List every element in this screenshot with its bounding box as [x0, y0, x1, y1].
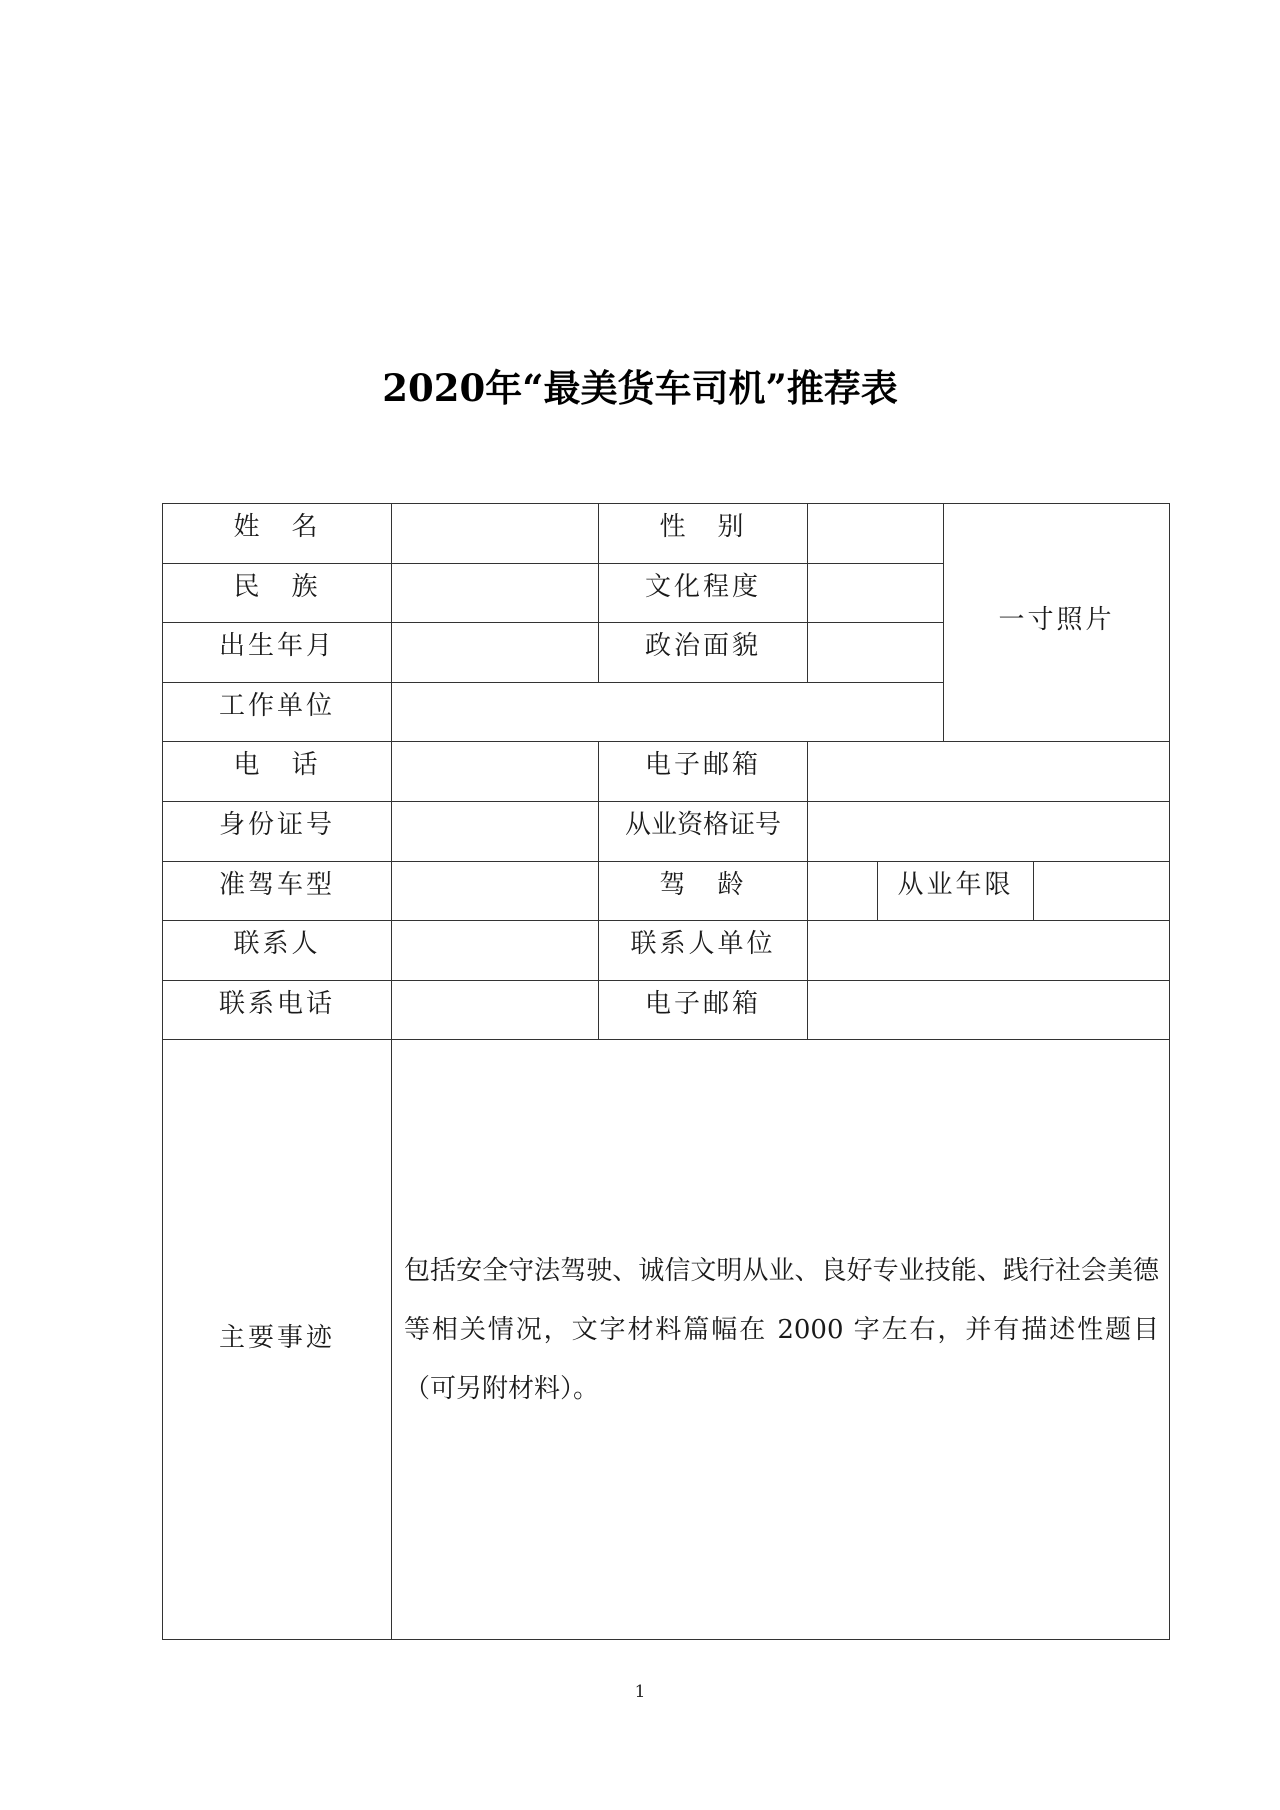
label-cell-contact-email	[599, 980, 808, 1040]
label-phone: 电 话	[233, 750, 321, 781]
contact-person-field[interactable]	[392, 921, 599, 981]
main-deeds-field[interactable]	[392, 1040, 1170, 1640]
label-cell-ethnicity	[163, 563, 392, 623]
label-cell-id-number	[163, 801, 392, 861]
label-gender: 性 别	[659, 512, 747, 542]
label-education: 文化程度	[644, 571, 761, 602]
birth-date-field[interactable]	[392, 623, 599, 683]
contact-email-field[interactable]	[808, 980, 1170, 1040]
license-class-field[interactable]	[392, 861, 599, 921]
photo-label: 一寸照片	[998, 605, 1115, 636]
phone-field[interactable]	[392, 742, 599, 802]
form-row-phone	[163, 742, 1170, 802]
label-qualification-number: 从业资格证号	[624, 809, 781, 840]
form-row-contact	[163, 921, 1170, 981]
label-ethnicity: 民 族	[233, 571, 321, 602]
label-email: 电子邮箱	[644, 750, 761, 781]
label-employer: 工作单位	[218, 690, 335, 721]
label-contact-employer: 联系人单位	[630, 929, 776, 960]
label-cell-license-class	[163, 861, 392, 921]
page-number: 1	[634, 1682, 646, 1702]
label-cell-driving-years	[599, 861, 808, 921]
form-row-license	[163, 861, 1170, 921]
label-main-deeds: 主要事迹	[218, 1323, 335, 1354]
label-id-number: 身份证号	[218, 809, 335, 840]
main-deeds-instructions: 包括安全守法驾驶、诚信文明从业、良好专业技能、践行社会美德等相关情况，文字材料篇幅在 2000 字左右，并有描述性题目（可另附材料）。	[404, 1256, 1160, 1405]
political-status-field[interactable]	[808, 623, 944, 683]
label-cell-birth-date	[163, 623, 392, 683]
contact-employer-field[interactable]	[808, 921, 1170, 981]
label-birth-date: 出生年月	[218, 631, 335, 662]
label-cell-name	[163, 504, 392, 564]
id-number-field[interactable]	[392, 801, 599, 861]
label-driving-years: 驾 龄	[659, 869, 747, 900]
form-row-id	[163, 801, 1170, 861]
page-title: 2020年“最美货车司机”推荐表	[382, 366, 898, 410]
label-cell-employer	[163, 682, 392, 742]
label-name: 姓 名	[233, 512, 321, 542]
contact-phone-field[interactable]	[392, 980, 599, 1040]
email-field[interactable]	[808, 742, 1170, 802]
industry-years-field[interactable]	[1034, 861, 1170, 921]
education-field[interactable]	[808, 563, 944, 623]
employer-field[interactable]	[392, 682, 944, 742]
label-cell-main-deeds	[163, 1040, 392, 1640]
gender-field[interactable]	[808, 504, 944, 564]
driving-years-field[interactable]	[808, 861, 878, 921]
label-cell-contact-employer	[599, 921, 808, 981]
label-cell-industry-years	[878, 861, 1034, 921]
photo-box[interactable]	[944, 504, 1170, 742]
label-cell-gender	[599, 504, 808, 564]
ethnicity-field[interactable]	[392, 563, 599, 623]
qualification-number-field[interactable]	[808, 801, 1170, 861]
label-license-class: 准驾车型	[218, 869, 335, 900]
form-row-contact-phone	[163, 980, 1170, 1040]
recommendation-form-table	[162, 503, 1170, 1640]
label-industry-years: 从业年限	[897, 869, 1014, 900]
name-field[interactable]	[392, 504, 599, 564]
label-cell-email	[599, 742, 808, 802]
label-cell-contact-person	[163, 921, 392, 981]
label-contact-person: 联系人	[233, 929, 321, 960]
label-cell-education	[599, 563, 808, 623]
form-row-name	[163, 504, 1170, 564]
form-row-deeds	[163, 1040, 1170, 1640]
label-political-status: 政治面貌	[644, 631, 761, 662]
label-cell-political-status	[599, 623, 808, 683]
label-cell-phone	[163, 742, 392, 802]
label-contact-email: 电子邮箱	[644, 988, 761, 1019]
label-cell-qualification-number	[599, 801, 808, 861]
label-cell-contact-phone	[163, 980, 392, 1040]
label-contact-phone: 联系电话	[218, 988, 335, 1019]
